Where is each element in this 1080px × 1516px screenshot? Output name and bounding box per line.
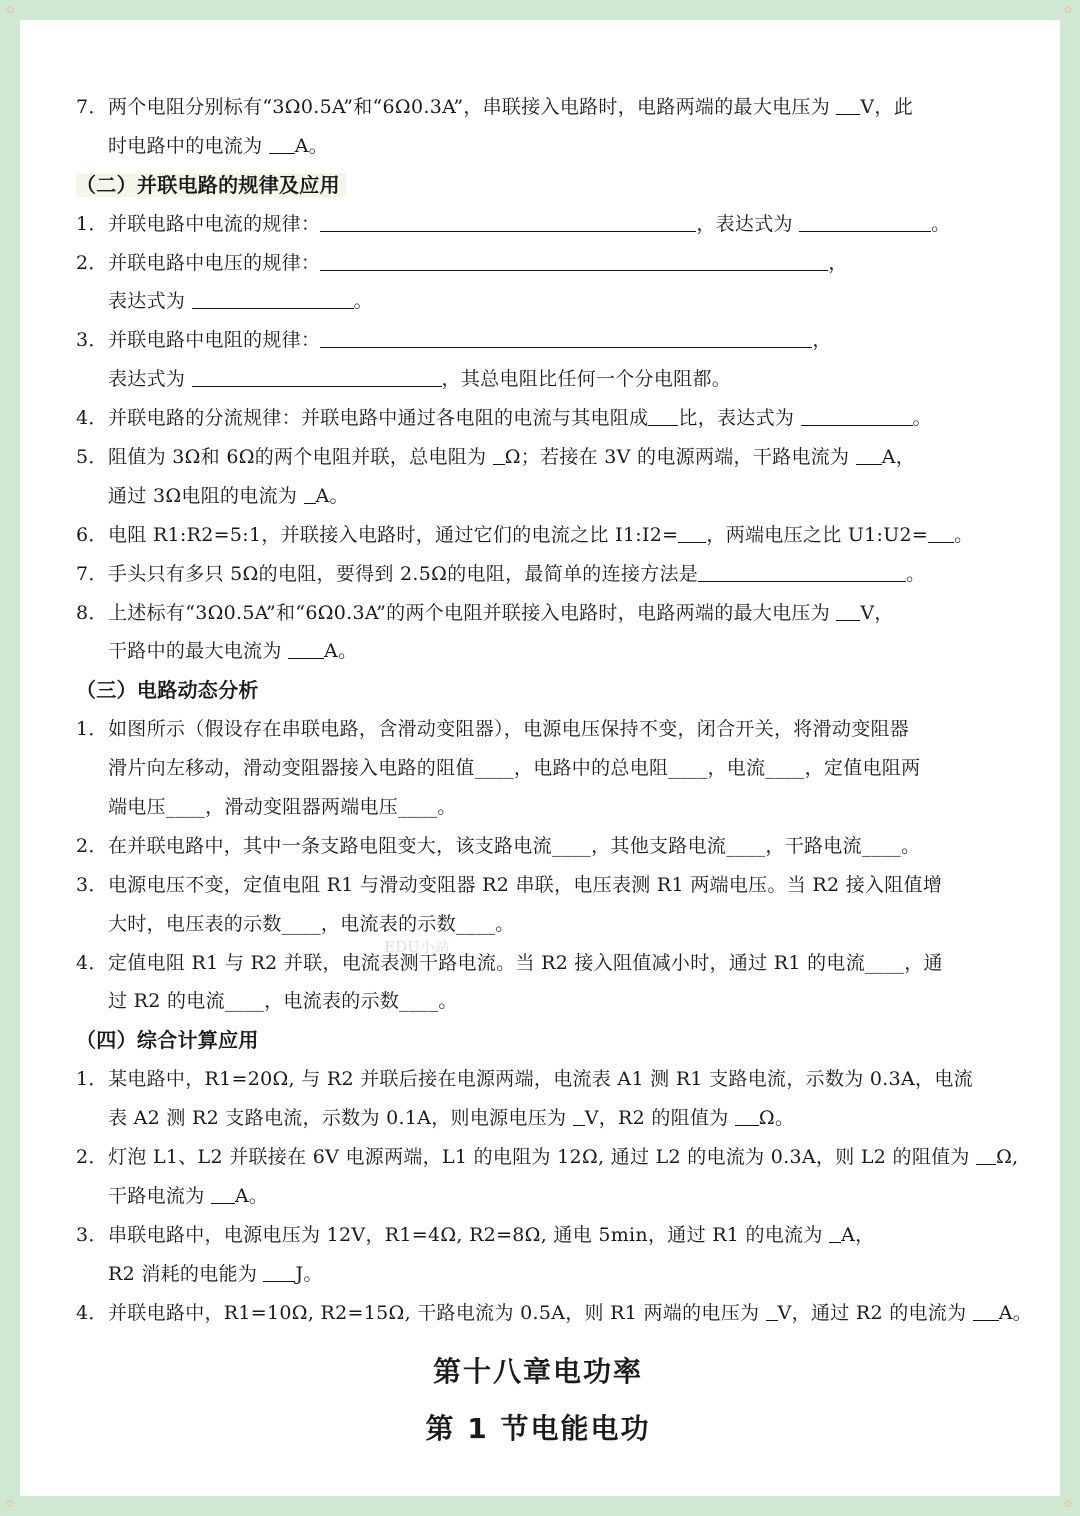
question-text: ，表达式为 — [696, 212, 800, 235]
question-text: 两个电阻分别标有“3Ω0.5A”和“6Ω0.3A”，串联接入电路时，电路两端的最大电压为 — [108, 96, 837, 118]
question-text: 如图所示（假设存在串联电路，含滑动变阻器），电源电压保持不变，闭合开关，将滑动变阻器 — [108, 718, 910, 741]
question-number: 1． — [76, 212, 108, 235]
question-text: 。 — [912, 407, 932, 430]
question-text: 。 — [906, 562, 926, 585]
answer-blank — [836, 600, 860, 621]
answer-blank — [573, 1105, 585, 1126]
question-text: 电阻 R1:R2=5:1，并联接入电路时，通过它们的电流之比 I1:I2= — [108, 523, 679, 546]
answer-blank — [304, 483, 316, 504]
question-line — [76, 244, 1000, 283]
answer-blank — [648, 405, 678, 426]
answer-blank — [801, 405, 913, 426]
question-text: 。 — [931, 212, 951, 235]
question-text: V，R2 的阻值为 — [584, 1107, 735, 1130]
question-text: 阻值为 3Ω和 6Ω的两个电阻并联，总电阻为 — [108, 446, 493, 469]
section-heading — [76, 166, 1000, 205]
chapter-title: 第十八章电功率 — [432, 1354, 643, 1388]
corner-flower-icon: ✿ — [6, 1499, 15, 1510]
question-line — [76, 788, 1000, 827]
question-line — [76, 1216, 1000, 1255]
answer-blank — [320, 250, 828, 271]
question-text: Ω, — [996, 1146, 1019, 1169]
question-number: 2． — [76, 251, 108, 274]
question-number: 7． — [76, 562, 108, 585]
question-text: 比，表达式为 — [678, 407, 801, 430]
spacer — [76, 1333, 1000, 1343]
question-text: A。 — [998, 1301, 1033, 1324]
question-text: A。 — [315, 484, 349, 507]
section-title: 第 1 节电能电功 — [425, 1411, 651, 1445]
corner-flower-icon: ✿ — [6, 5, 15, 16]
question-line — [76, 477, 1000, 516]
question-text: 时电路中的电流为 — [108, 134, 269, 157]
question-text: 。 — [954, 523, 974, 546]
question-line — [76, 944, 1000, 983]
question-text: 某电路中，R1=20Ω, 与 R2 并联后接在电源两端，电流表 A1 测 R1 支路电流，示数为 0.3A，电流 — [108, 1068, 973, 1091]
question-text: 手头只有多只 5Ω的电阻，要得到 2.5Ω的电阻，最简单的连接方法是 — [108, 562, 699, 585]
question-number: 1． — [76, 718, 108, 741]
question-text: V， — [860, 601, 894, 624]
answer-blank — [856, 444, 882, 465]
question-text: 并联电路的分流规律：并联电路中通过各电阻的电流与其电阻成 — [108, 407, 649, 430]
answer-blank — [766, 1300, 778, 1321]
watermark-text: EDU小站 — [384, 938, 450, 956]
question-text: 在并联电路中，其中一条支路电阻变大，该支路电流____，其他支路电流____，干路电流____。 — [108, 834, 921, 857]
question-text: 。 — [353, 290, 373, 313]
question-line — [76, 399, 1000, 438]
answer-blank — [493, 444, 505, 465]
question-line — [76, 321, 1000, 360]
question-line — [76, 516, 1000, 555]
question-line — [76, 1294, 1033, 1333]
question-line — [76, 555, 1000, 594]
corner-flower-icon: ✿ — [1064, 5, 1073, 16]
question-line — [76, 827, 1000, 866]
question-line — [76, 710, 1000, 749]
answer-blank — [320, 327, 812, 348]
question-line — [76, 438, 1000, 477]
answer-blank — [269, 133, 295, 154]
answer-blank — [192, 288, 354, 309]
question-text: R2 消耗的电能为 — [108, 1262, 264, 1285]
question-text: 并联电路中，R1=10Ω, R2=15Ω, 干路电流为 0.5A，则 R1 两端的电压为 — [108, 1301, 766, 1324]
question-text: 。 — [711, 368, 732, 391]
question-line — [76, 1177, 1000, 1216]
question-number: 3． — [76, 329, 108, 352]
question-line — [76, 982, 1000, 1021]
question-line — [76, 127, 1000, 166]
section-heading-text: （四）综合计算应用 — [76, 1028, 259, 1053]
question-line — [76, 1060, 1000, 1099]
question-text: 并联电路中电压的规律： — [108, 251, 321, 274]
question-number: 2． — [76, 834, 108, 857]
question-number: 4． — [76, 951, 108, 974]
question-text: 并联电路中电流的规律： — [108, 212, 321, 235]
worksheet-page — [6, 5, 1073, 1510]
worksheet-content — [76, 88, 1033, 1457]
question-text: J。 — [295, 1262, 323, 1285]
question-text: 定值电阻 R1 与 R2 并联，电流表测干路电流。当 R2 接入阻值减小时，通过 R1 的电流____，通 — [108, 951, 943, 974]
section-heading-text: （三）电路动态分析 — [76, 678, 259, 703]
question-number: 6． — [76, 523, 108, 546]
question-number: 8． — [76, 601, 108, 624]
answer-blank — [973, 1300, 999, 1321]
question-text: 大时，电压表的示数____，电流表的示数____。 — [108, 912, 515, 935]
question-number: 7． — [76, 96, 108, 118]
question-line — [76, 282, 1000, 321]
question-text: 电源电压不变，定值电阻 R1 与滑动变阻器 R2 串联，电压表测 R1 两端电压。当 R2 接入阻值增 — [108, 873, 943, 896]
question-number: 5． — [76, 446, 108, 469]
question-text: A。 — [234, 1184, 269, 1207]
answer-blank — [192, 366, 420, 387]
answer-blank — [976, 1144, 996, 1165]
question-text: 通过 3Ω电阻的电流为 — [108, 484, 304, 507]
question-number: 3． — [76, 1223, 108, 1246]
question-text: 过 R2 的电流____，电流表的示数____。 — [108, 990, 458, 1013]
answer-blank — [263, 1261, 295, 1282]
question-number: 4． — [76, 407, 108, 430]
answer-blank — [836, 94, 860, 115]
question-text: ， — [828, 251, 848, 274]
section-heading-text: （二）并联电路的规律及应用 — [76, 173, 346, 197]
question-text: 表 A2 测 R2 支路电流，示数为 0.1A，则电源电压为 — [108, 1107, 573, 1130]
question-line — [76, 360, 1000, 399]
answer-blank — [420, 366, 442, 387]
question-text: ， — [812, 329, 832, 352]
answer-blank — [698, 561, 906, 582]
question-text: 干路中的最大电流为 — [108, 640, 289, 663]
question-number: 4． — [76, 1301, 108, 1324]
answer-blank — [735, 1105, 759, 1126]
section-heading — [76, 1021, 1000, 1060]
section-heading — [76, 671, 1000, 710]
answer-blank — [799, 211, 931, 232]
answer-blank — [288, 638, 324, 659]
question-text: 灯泡 L1、L2 并联接在 6V 电源两端，L1 的电阻为 12Ω, 通过 L2 的电流为 0.3A，则 L2 的阻值为 — [108, 1146, 977, 1169]
question-text: Ω。 — [758, 1107, 795, 1130]
question-text: ，两端电压之比 U1:U2= — [706, 523, 929, 546]
question-number: 2． — [76, 1146, 108, 1169]
answer-blank — [211, 1183, 235, 1204]
question-text: 端电压____，滑动变阻器两端电压____。 — [108, 796, 457, 819]
watermark — [342, 936, 492, 1006]
corner-flower-icon: ✿ — [1064, 1499, 1073, 1510]
question-text: ，其总电阻比任何一个分电阻都 — [441, 368, 712, 391]
question-line — [76, 1138, 1019, 1177]
question-text: V，此 — [860, 96, 913, 118]
question-text: A， — [881, 446, 916, 469]
question-number: 3． — [76, 873, 108, 896]
question-line — [76, 1099, 1000, 1138]
question-text: 表达式为 — [108, 290, 192, 313]
question-line — [76, 866, 1000, 905]
question-text: 表达式为 — [108, 368, 192, 391]
question-text: A。 — [294, 134, 329, 157]
question-line — [76, 749, 1000, 788]
question-text: A。 — [324, 640, 358, 663]
question-text: 并联电路中电阻的规律： — [108, 329, 321, 352]
question-text: 干路电流为 — [108, 1184, 211, 1207]
question-text: A， — [841, 1223, 875, 1246]
answer-blank — [678, 522, 706, 543]
answer-blank — [320, 211, 696, 232]
question-text: 上述标有“3Ω0.5A”和“6Ω0.3A”的两个电阻并联接入电路时，电路两端的最大电压为 — [108, 601, 837, 624]
question-line — [76, 1255, 1000, 1294]
question-line — [76, 594, 1000, 633]
question-line — [76, 88, 1000, 127]
question-line — [76, 905, 1000, 944]
question-text: V，通过 R2 的电流为 — [777, 1301, 973, 1324]
answer-blank — [829, 1222, 841, 1243]
question-text: Ω；若接在 3V 的电源两端，干路电流为 — [504, 446, 856, 469]
question-text: 滑片向左移动，滑动变阻器接入电路的阻值____，电路中的总电阻____，电流____，定值电阻两 — [108, 757, 921, 780]
question-text: 串联电路中，电源电压为 12V，R1=4Ω, R2=8Ω, 通电 5min，通过 R1 的电流为 — [108, 1223, 830, 1246]
question-line — [76, 632, 1000, 671]
answer-blank — [928, 522, 954, 543]
question-number: 1． — [76, 1068, 108, 1091]
question-line — [76, 205, 1000, 244]
